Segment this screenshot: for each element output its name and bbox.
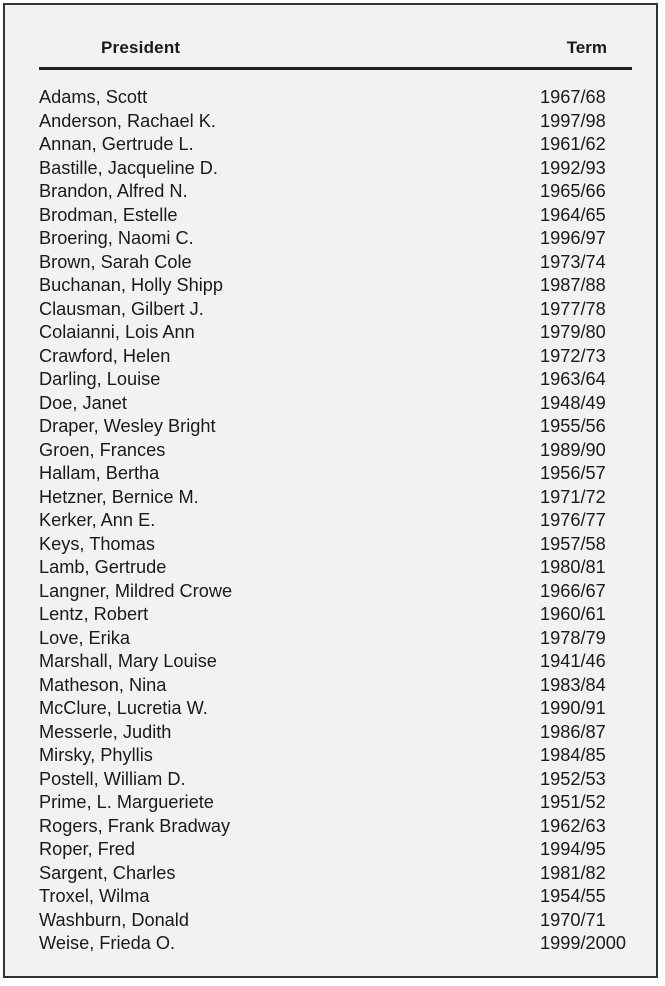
president-name: Colaianni, Lois Ann <box>39 322 195 342</box>
table-row <box>39 180 631 204</box>
president-name: Weise, Frieda O. <box>39 933 176 953</box>
president-term: 1972/73 <box>540 345 606 366</box>
president-term: 1992/93 <box>540 157 606 178</box>
president-term: 1999/2000 <box>540 933 626 953</box>
president-term: 1973/74 <box>540 251 606 272</box>
table-row <box>39 744 631 768</box>
president-term: 1970/71 <box>540 909 606 930</box>
president-name: Anderson, Rachael K. <box>39 110 216 131</box>
table-header <box>39 36 631 66</box>
president-term: 1981/82 <box>540 862 606 883</box>
president-term: 1967/68 <box>540 87 606 107</box>
president-name: Clausman, Gilbert J. <box>39 298 204 319</box>
table-row <box>39 157 631 181</box>
table-row <box>39 110 631 134</box>
president-term: 1957/58 <box>540 533 606 554</box>
president-term: 1941/46 <box>540 651 606 671</box>
table-row <box>39 885 631 909</box>
president-term: 1989/90 <box>540 439 606 460</box>
table-row <box>39 204 631 228</box>
table-row <box>39 298 631 322</box>
column-header-president: President <box>101 38 181 57</box>
president-term: 1951/52 <box>540 792 606 812</box>
president-name: Troxel, Wilma <box>39 886 150 906</box>
president-term: 1977/78 <box>540 298 606 319</box>
table-row <box>39 932 631 956</box>
president-term: 1978/79 <box>540 627 606 648</box>
president-name: Roper, Fred <box>39 839 136 859</box>
table-row <box>39 486 631 510</box>
table-row <box>39 862 631 886</box>
president-term: 1990/91 <box>540 698 606 718</box>
table-row <box>39 533 631 557</box>
column-header-term: Term <box>566 38 607 57</box>
president-name: Brodman, Estelle <box>39 204 178 225</box>
president-term: 1984/85 <box>540 745 606 765</box>
president-name: Groen, Frances <box>39 439 166 460</box>
table-row <box>39 227 631 251</box>
president-name: Brown, Sarah Cole <box>39 251 192 272</box>
president-name: Crawford, Helen <box>39 345 171 366</box>
president-term: 1980/81 <box>540 557 606 577</box>
president-term: 1971/72 <box>540 486 606 507</box>
president-term: 1986/87 <box>540 721 606 742</box>
president-name: Mirsky, Phyllis <box>39 745 153 765</box>
table-row <box>39 321 631 345</box>
table-row <box>39 838 631 862</box>
president-name: Buchanan, Holly Shipp <box>39 275 224 295</box>
table-row <box>39 909 631 933</box>
president-term: 1966/67 <box>540 580 606 601</box>
table-row <box>39 556 631 580</box>
president-name: Draper, Wesley Bright <box>39 416 216 436</box>
president-term: 1962/63 <box>540 815 606 836</box>
president-name: Rogers, Frank Bradway <box>39 815 231 836</box>
table-row <box>39 274 631 298</box>
table-row <box>39 721 631 745</box>
president-name: Hetzner, Bernice M. <box>39 486 199 507</box>
table-row <box>39 462 631 486</box>
president-name: Hallam, Bertha <box>39 463 160 483</box>
president-name: Adams, Scott <box>39 87 148 107</box>
president-name: Marshall, Mary Louise <box>39 651 217 671</box>
president-term: 1997/98 <box>540 110 606 131</box>
table-row <box>39 791 631 815</box>
table-row <box>39 392 631 416</box>
president-name: Matheson, Nina <box>39 674 167 695</box>
president-term: 1954/55 <box>540 886 606 906</box>
president-term: 1994/95 <box>540 839 606 859</box>
president-term: 1960/61 <box>540 604 606 624</box>
president-term: 1987/88 <box>540 275 606 295</box>
president-term: 1956/57 <box>540 463 606 483</box>
president-term: 1963/64 <box>540 369 606 389</box>
president-term: 1961/62 <box>540 134 606 154</box>
president-name: Bastille, Jacqueline D. <box>39 157 218 178</box>
president-name: Broering, Naomi C. <box>39 228 194 248</box>
president-term: 1976/77 <box>540 510 606 530</box>
president-name: Keys, Thomas <box>39 533 155 554</box>
table-frame <box>3 3 658 978</box>
president-term: 1979/80 <box>540 322 606 342</box>
president-name: McClure, Lucretia W. <box>39 698 208 718</box>
president-name: Prime, L. Margueriete <box>39 792 214 812</box>
president-term: 1952/53 <box>540 768 606 789</box>
president-term: 1983/84 <box>540 674 606 695</box>
president-term: 1996/97 <box>540 228 606 248</box>
president-name: Washburn, Donald <box>39 909 189 930</box>
table-row <box>39 415 631 439</box>
president-term: 1965/66 <box>540 181 606 201</box>
table-row <box>39 251 631 275</box>
president-name: Annan, Gertrude L. <box>39 134 194 154</box>
table-row <box>39 133 631 157</box>
table-row <box>39 768 631 792</box>
table-row <box>39 86 631 110</box>
table-row <box>39 439 631 463</box>
table-row <box>39 603 631 627</box>
president-term: 1955/56 <box>540 416 606 436</box>
table-row <box>39 368 631 392</box>
president-name: Doe, Janet <box>39 392 127 413</box>
president-term: 1948/49 <box>540 392 606 413</box>
president-list <box>39 86 631 956</box>
president-name: Kerker, Ann E. <box>39 510 156 530</box>
president-term: 1964/65 <box>540 204 606 225</box>
president-name: Love, Erika <box>39 627 130 648</box>
table-row <box>39 815 631 839</box>
president-name: Lamb, Gertrude <box>39 557 167 577</box>
header-divider <box>39 67 632 70</box>
president-name: Langner, Mildred Crowe <box>39 580 233 601</box>
table-row <box>39 627 631 651</box>
president-name: Lentz, Robert <box>39 604 149 624</box>
table-row <box>39 580 631 604</box>
president-name: Brandon, Alfred N. <box>39 181 188 201</box>
president-name: Postell, William D. <box>39 768 186 789</box>
president-name: Sargent, Charles <box>39 862 176 883</box>
table-row <box>39 697 631 721</box>
table-row <box>39 650 631 674</box>
table-row <box>39 674 631 698</box>
president-name: Messerle, Judith <box>39 721 172 742</box>
table-row <box>39 509 631 533</box>
president-name: Darling, Louise <box>39 369 161 389</box>
table-row <box>39 345 631 369</box>
